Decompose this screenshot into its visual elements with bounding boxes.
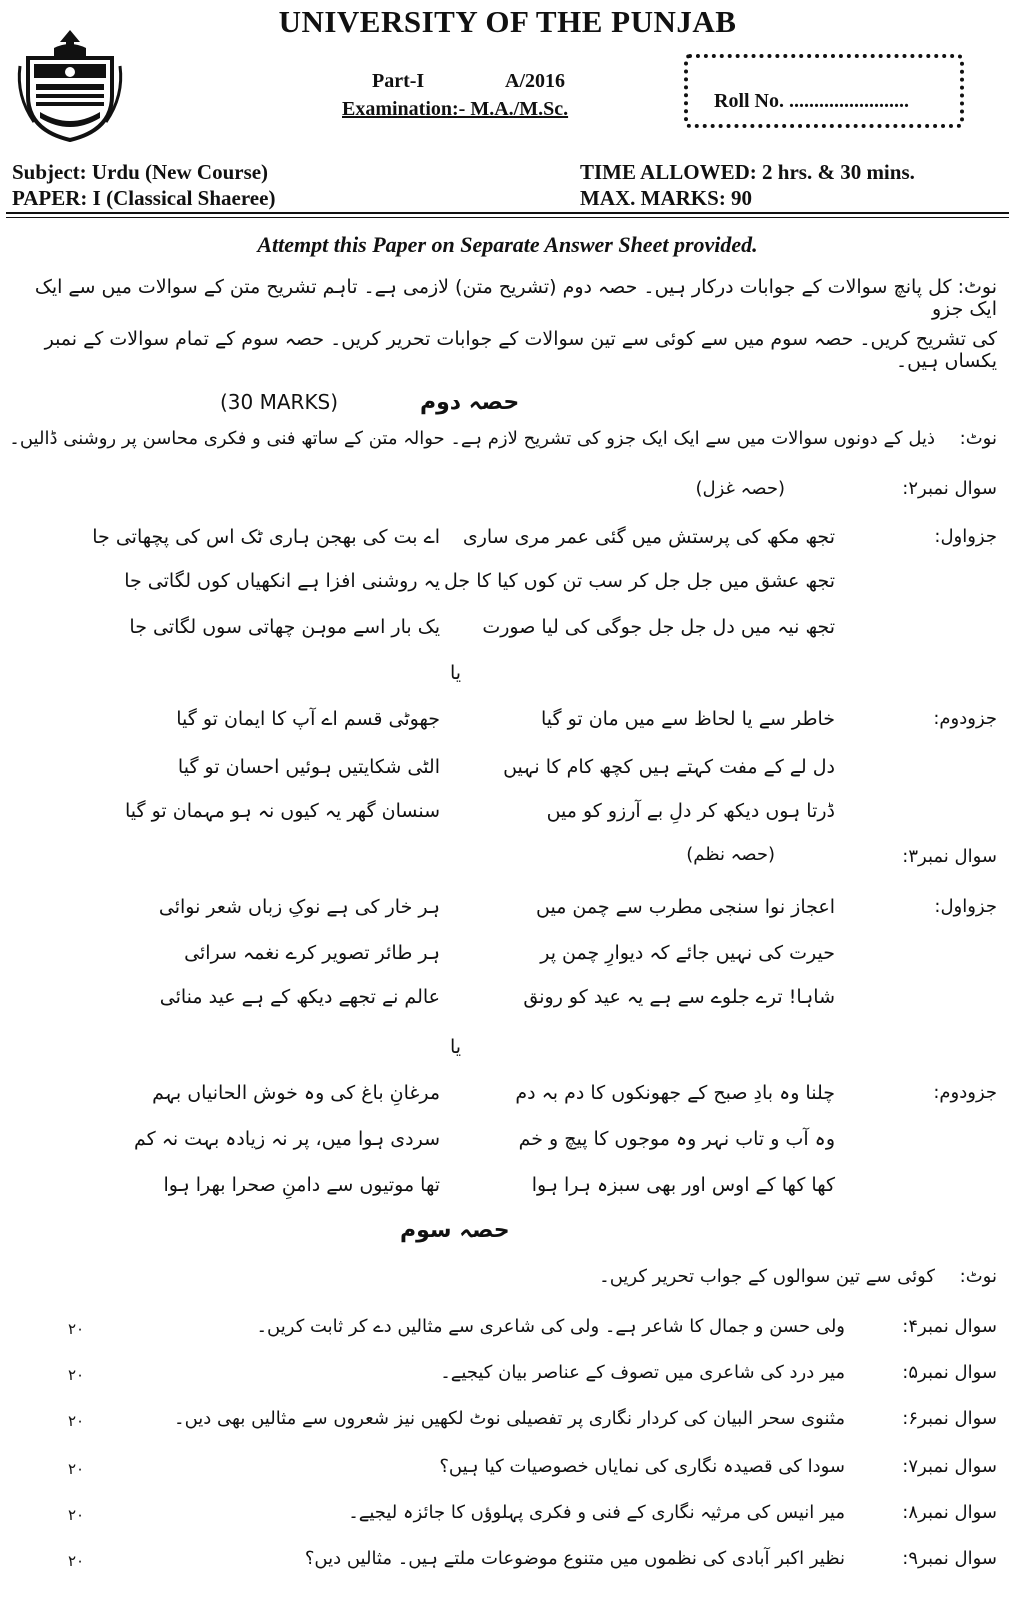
question-7-marks: ۲۰ <box>68 1460 85 1478</box>
question-4-text: ولی حسن و جمال کا شاعر ہے۔ ولی کی شاعری سے مثالیں دے کر ثابت کریں۔ <box>256 1316 845 1337</box>
verse-line: خاطر سے یا لحاظ سے میں مان تو گیا <box>540 708 835 730</box>
section-3-note-text: کوئی سے تین سوالوں کے جواب تحریر کریں۔ <box>599 1266 935 1287</box>
verse-line: عالم نے تجھے دیکھ کے ہے عید منائی <box>159 986 440 1008</box>
question-4-marks: ۲۰ <box>68 1320 85 1338</box>
section-3-title: حصہ سوم <box>400 1218 510 1243</box>
question-8-label: سوال نمبر۸: <box>902 1502 997 1523</box>
section-2-note-label: نوٹ: <box>959 428 997 449</box>
question-2-label: سوال نمبر۲: <box>902 478 997 499</box>
verse-line: الٹی شکایتیں ہوئیں احسان تو گیا <box>177 756 440 778</box>
verse-line: تجھ عشق میں جل جل کر سب تن کوں کیا کا جل <box>444 570 835 592</box>
verse-line: ہر طائر تصویر کرے نغمہ سرائی <box>184 942 440 964</box>
verse-line: شاہا! ترے جلوے سے ہے یہ عید کو رونق <box>523 986 835 1008</box>
verse-line: دل لے کے مفت کہتے ہیں کچھ کام کا نہیں <box>503 756 835 778</box>
section-2-note-text: ذیل کے دونوں سوالات میں سے ایک ایک جزو کی تشریح لازم ہے۔ حوالہ متن کے ساتھ فنی و فکری محاسن پر روشنی ڈالیں۔ <box>9 428 935 449</box>
verse-line: حیرت کی نہیں جائے کہ دیوارِ چمن پر <box>540 942 835 964</box>
question-8-text: میر انیس کی مرثیہ نگاری کے فنی و فکری پہلوؤں کا جائزہ لیجیے۔ <box>348 1502 845 1523</box>
verse-line: مرغانِ باغ کی وہ خوش الحانیاں بہم <box>152 1082 440 1104</box>
question-8-marks: ۲۰ <box>68 1506 85 1524</box>
university-title: UNIVERSITY OF THE PUNJAB <box>278 4 737 39</box>
paper-label: PAPER: I (Classical Shaeree) <box>12 186 276 210</box>
question-4-label: سوال نمبر۴: <box>902 1316 997 1337</box>
subject-label: Subject: Urdu (New Course) <box>12 160 269 184</box>
question-3-part-1-label: جزواول: <box>934 896 997 917</box>
question-3-tag: (حصہ نظم) <box>686 844 775 865</box>
verse-line: سنسان گھر یہ کیوں نہ ہو مہمان تو گیا <box>125 800 440 822</box>
question-6-marks: ۲۰ <box>68 1412 85 1430</box>
verse-line: وہ آب و تاب نہر وہ موجوں کا پیچ و خم <box>518 1128 835 1150</box>
verse-line: تجھ مکھ کی پرستش میں گئی عمر مری ساری <box>462 526 835 548</box>
verse-line: ہر خار کی ہے نوکِ زباں شعر نوائی <box>158 896 440 918</box>
general-note-line2: کی تشریح کریں۔ حصہ سوم میں سے کوئی سے تین سوالات کے جوابات تحریر کریں۔ حصہ سوم کے تمام سوالات کے نمبر یکساں ہیں۔ <box>44 328 997 372</box>
max-marks: MAX. MARKS: 90 <box>580 186 753 210</box>
section-3-note-label: نوٹ: <box>959 1266 997 1287</box>
question-5-marks: ۲۰ <box>68 1366 85 1384</box>
verse-line: جھوٹی قسم اے آپ کا ایمان تو گیا <box>176 708 440 730</box>
exam-part: Part-I <box>372 70 425 92</box>
verse-line: چلنا وہ بادِ صبح کے جھونکوں کا دم بہ دم <box>515 1082 835 1104</box>
roll-number-box <box>684 54 964 128</box>
general-note-line1: نوٹ: کل پانچ سوالات کے جوابات درکار ہیں۔ حصہ دوم (تشریح متن) لازمی ہے۔ تاہم تشریح متن کے سوالات میں سے ایک ایک جزو <box>34 276 997 320</box>
question-7-text: سودا کی قصیدہ نگاری کی نمایاں خصوصیات کیا ہیں؟ <box>439 1456 845 1477</box>
section-2-marks: (30 MARKS) <box>220 390 339 414</box>
verse-line: یہ روشنی افزا ہے انکھیاں کوں لگاتی جا <box>124 570 440 592</box>
header-divider <box>6 212 1009 214</box>
question-9-label: سوال نمبر۹: <box>902 1548 997 1569</box>
verse-line: سردی ہوا میں، پر نہ زیادہ بہت نہ کم <box>133 1128 440 1150</box>
examination-label: Examination:- M.A./M.Sc. <box>342 98 569 120</box>
verse-line: اعجاز نوا سنجی مطرب سے چمن میں <box>536 896 835 918</box>
question-2-part-2-label: جزودوم: <box>933 708 997 729</box>
question-2-part-1-label: جزواول: <box>934 526 997 547</box>
verse-line: ڈرتا ہوں دیکھ کر دلِ بے آرزو کو میں <box>546 800 835 822</box>
question-5-text: میر درد کی شاعری میں تصوف کے عناصر بیان کیجیے۔ <box>440 1362 845 1383</box>
university-crest-logo <box>14 26 126 144</box>
verse-line: تھا موتیوں سے دامنِ صحرا بھرا ہوا <box>163 1174 440 1196</box>
question-3-part-2-label: جزودوم: <box>933 1082 997 1103</box>
question-6-label: سوال نمبر۶: <box>902 1408 997 1429</box>
or-separator: یا <box>450 662 462 684</box>
attempt-instruction: Attempt this Paper on Separate Answer Sheet provided. <box>257 232 758 257</box>
question-3-label: سوال نمبر۳: <box>902 846 997 867</box>
question-7-label: سوال نمبر۷: <box>902 1456 997 1477</box>
question-9-text: نظیر اکبر آبادی کی نظموں میں متنوع موضوعات ملتے ہیں۔ مثالیں دیں؟ <box>304 1548 845 1569</box>
time-allowed: TIME ALLOWED: 2 hrs. & 30 mins. <box>580 160 915 184</box>
exam-session: A/2016 <box>505 70 565 92</box>
question-5-label: سوال نمبر۵: <box>902 1362 997 1383</box>
question-2-tag: (حصہ غزل) <box>695 478 785 499</box>
question-9-marks: ۲۰ <box>68 1552 85 1570</box>
verse-line: تجھ نیہ میں دل جل جل جوگی کی لیا صورت <box>482 616 835 638</box>
verse-line: یک بار اسے موہن چھاتی سوں لگاتی جا <box>129 616 440 638</box>
verse-line: اے بت کی بھجن ہاری ٹک اس کی پچھاتی جا <box>92 526 440 548</box>
verse-line: کھا کھا کے اوس اور بھی سبزہ ہرا ہوا <box>531 1174 835 1196</box>
roll-number-label: Roll No. ........................ <box>714 90 909 112</box>
header-divider-thin <box>6 217 1009 218</box>
or-separator: یا <box>450 1036 462 1058</box>
question-6-text: مثنوی سحر البیان کی کردار نگاری پر تفصیلی نوٹ لکھیں نیز شعروں سے مثالیں بھی دیں۔ <box>174 1408 845 1429</box>
section-2-title: حصہ دوم <box>420 390 520 415</box>
